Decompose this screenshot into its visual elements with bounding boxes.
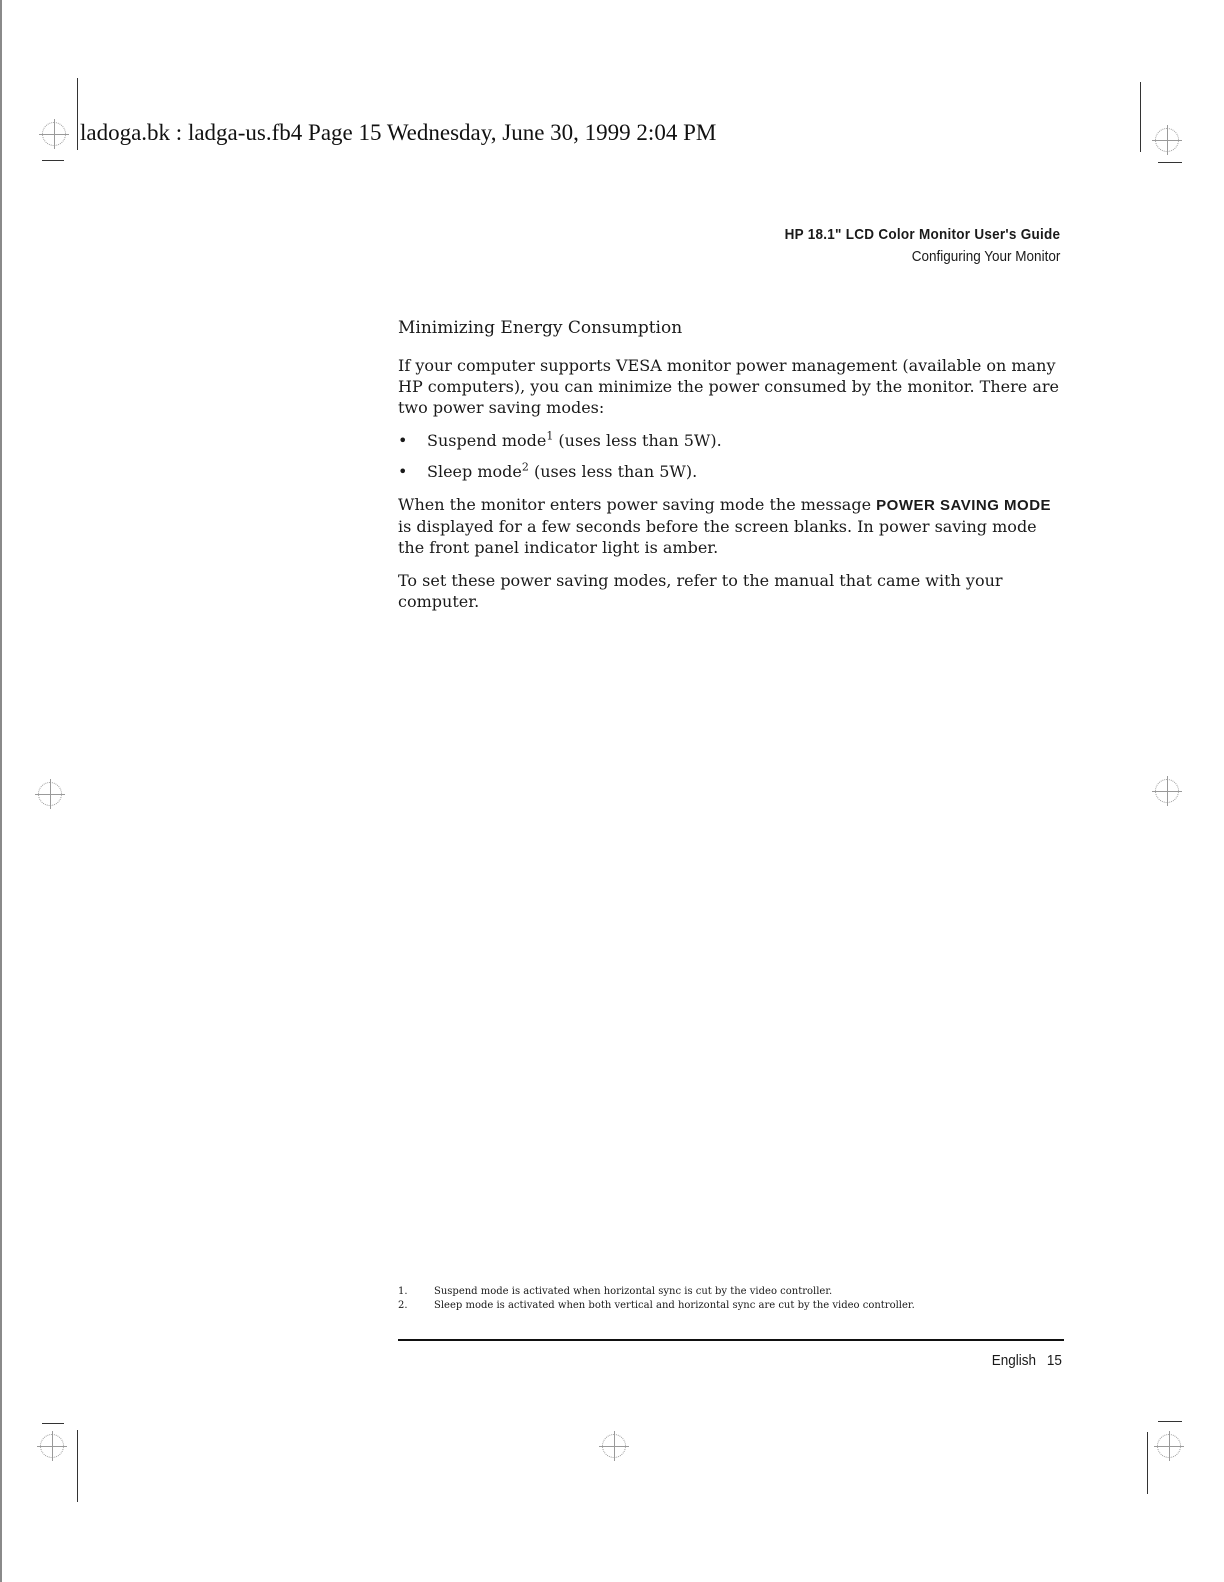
crop-mark-top-right-h bbox=[1158, 162, 1182, 163]
intro-paragraph: If your computer supports VESA monitor power management (available on many HP computers), you can minimize the power consumed by the monitor. There are two power saving modes: bbox=[398, 356, 1059, 417]
settings-paragraph: To set these power saving modes, refer to the manual that came with your computer. bbox=[398, 571, 1003, 611]
crop-mark-bottom-left-h bbox=[42, 1423, 64, 1424]
page-edge bbox=[0, 0, 2, 1582]
list-item bbox=[398, 461, 1060, 482]
footnote-number: 1. bbox=[398, 1286, 408, 1297]
page-number: 15 bbox=[1046, 1352, 1062, 1369]
bullet-icon: • bbox=[398, 462, 408, 481]
crop-mark-bottom-right-h bbox=[1158, 1421, 1182, 1422]
crop-mark-bottom-left bbox=[77, 1430, 78, 1502]
registration-mark-bottom-right bbox=[1157, 1434, 1181, 1458]
registration-mark-mid-right bbox=[1155, 779, 1179, 803]
registration-mark-bottom-left bbox=[40, 1434, 64, 1458]
list-item bbox=[398, 430, 1060, 451]
main-content bbox=[398, 318, 1060, 624]
crop-mark-bottom-right bbox=[1147, 1432, 1148, 1494]
paragraph-text: is displayed for a few seconds before the screen blanks. In power saving mode the front panel indicator light is amber. bbox=[398, 517, 1037, 557]
crop-mark-top-left bbox=[77, 78, 78, 150]
footnote-text: Sleep mode is activated when both vertical and horizontal sync are cut by the video controller. bbox=[434, 1300, 915, 1311]
print-slug: ladoga.bk : ladga-us.fb4 Page 15 Wednesday, June 30, 1999 2:04 PM bbox=[80, 120, 717, 145]
footnote-number: 2. bbox=[398, 1300, 408, 1311]
list-item-detail: (uses less than 5W). bbox=[553, 431, 722, 450]
list-item-label: Sleep mode bbox=[427, 462, 522, 481]
footnotes bbox=[398, 1285, 1064, 1313]
footer-language: English bbox=[991, 1352, 1037, 1369]
list-item-detail: (uses less than 5W). bbox=[528, 462, 698, 481]
footnote-ref: 1 bbox=[546, 429, 554, 443]
bullet-icon: • bbox=[398, 431, 408, 450]
section-heading: Minimizing Energy Consumption bbox=[398, 318, 683, 338]
footer-rule bbox=[398, 1339, 1064, 1341]
footnote-text: Suspend mode is activated when horizontal sync is cut by the video controller. bbox=[434, 1286, 833, 1297]
power-saving-message: POWER SAVING MODE bbox=[876, 497, 1052, 514]
crop-mark-top-left-h bbox=[42, 160, 64, 161]
registration-mark-bottom-center bbox=[602, 1434, 626, 1458]
list-item-label: Suspend mode bbox=[427, 431, 547, 450]
registration-mark-mid-left bbox=[38, 782, 62, 806]
document-title: HP 18.1" LCD Color Monitor User's Guide bbox=[784, 226, 1060, 243]
footnote-ref: 2 bbox=[521, 460, 529, 474]
chapter-title: Configuring Your Monitor bbox=[911, 248, 1060, 265]
power-modes-list bbox=[398, 430, 1060, 482]
power-saving-paragraph bbox=[398, 494, 1060, 558]
footnote bbox=[398, 1285, 1064, 1299]
page-footer bbox=[992, 1352, 1062, 1369]
registration-mark-top-left bbox=[42, 122, 66, 146]
crop-mark-top-right bbox=[1140, 82, 1141, 152]
registration-mark-top-right bbox=[1155, 128, 1179, 152]
footnote bbox=[398, 1299, 1064, 1313]
running-head bbox=[754, 226, 1060, 265]
paragraph-text: When the monitor enters power saving mode the message bbox=[398, 495, 877, 514]
